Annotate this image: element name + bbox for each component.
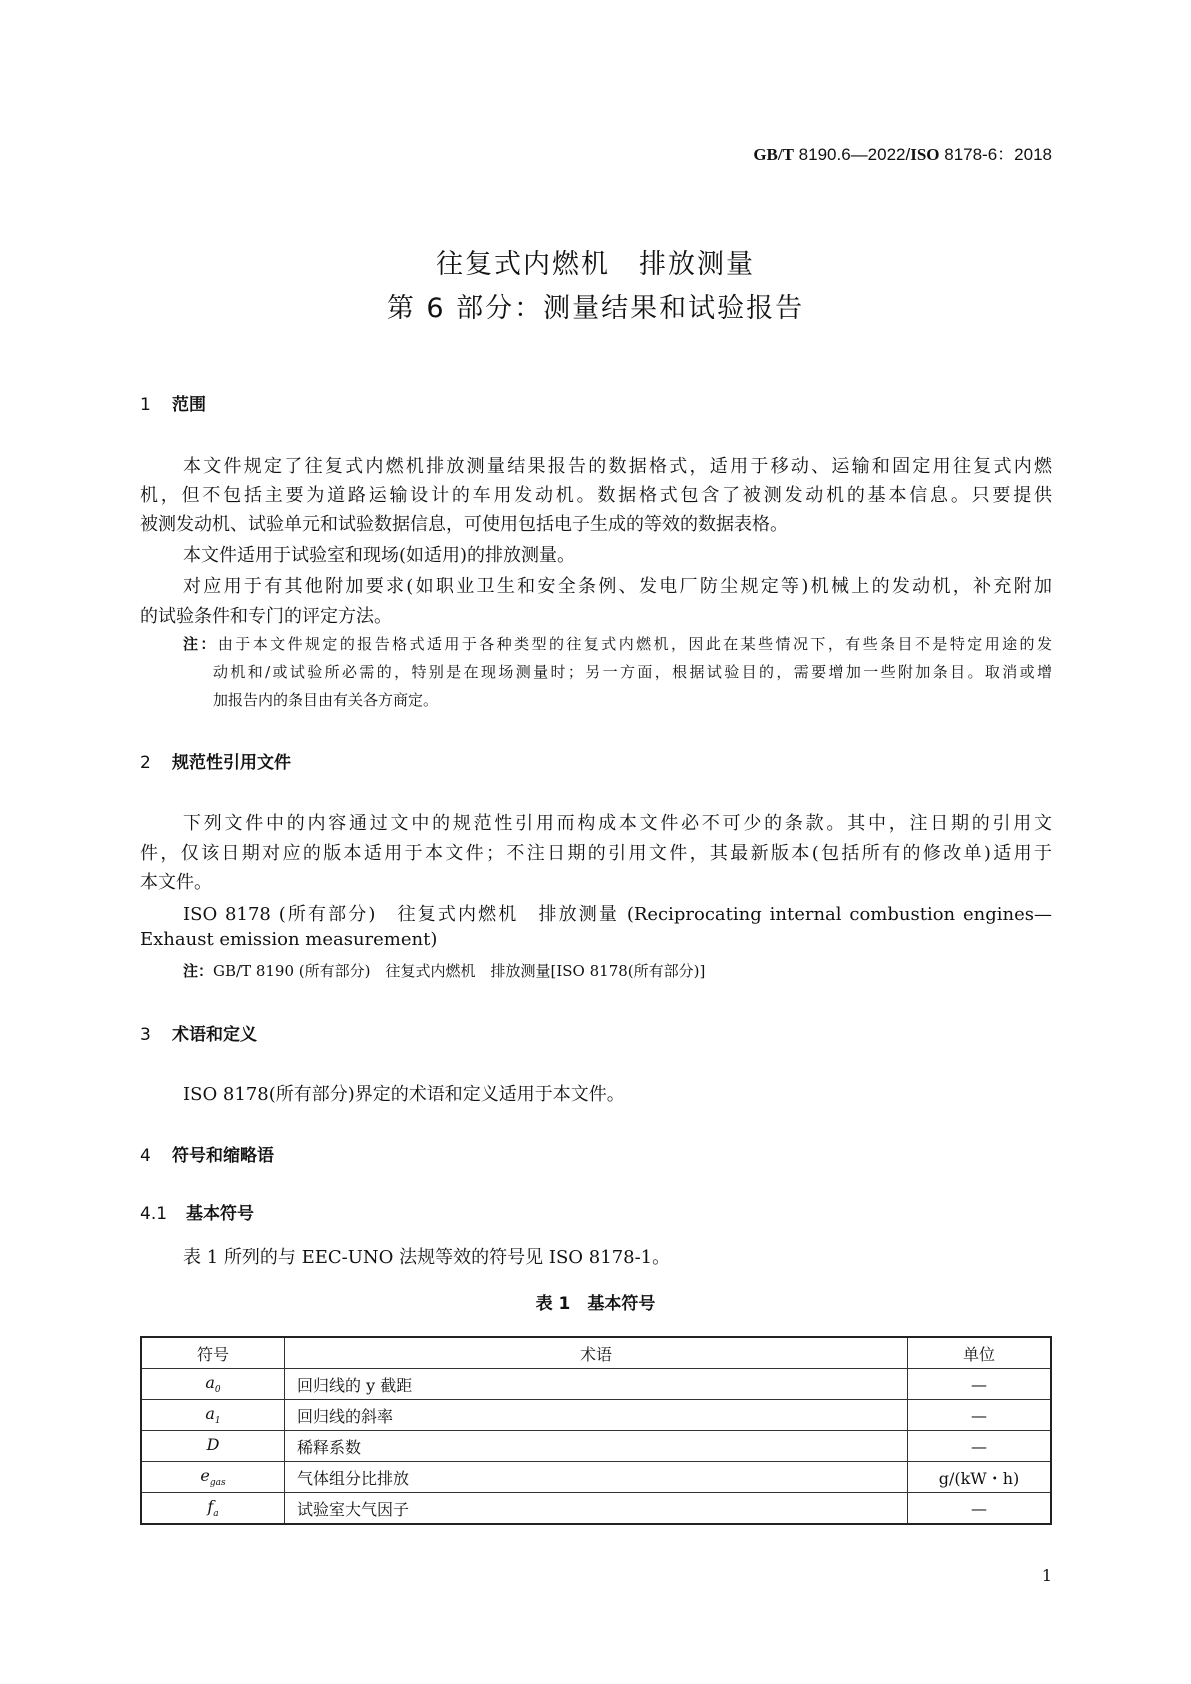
section-4-heading (140, 1141, 274, 1166)
term-cell: 回归线的斜率 (285, 1400, 908, 1431)
symbol-subscript: gas (209, 1478, 226, 1489)
term-cell: 试验室大气因子 (285, 1493, 908, 1525)
paragraph-line: 机，但不包括主要为道路运输设计的车用发动机。数据格式包含了被测发动机的基本信息。只要提供 (140, 485, 1052, 506)
section-title: 术语和定义 (172, 1025, 257, 1045)
paragraph-line: 的试验条件和专门的评定方法。 (140, 606, 392, 627)
page-number: 1 (1041, 1566, 1052, 1585)
symbol-cell (141, 1369, 285, 1400)
section-title: 基本符号 (186, 1204, 254, 1224)
section-title: 规范性引用文件 (172, 753, 291, 773)
section-number: 4 (140, 1146, 151, 1166)
paragraph-line: 表 1 所列的与 EEC-UNO 法规等效的符号见 ISO 8178-1。 (183, 1247, 671, 1268)
paragraph-line: 下列文件中的内容通过文中的规范性引用而构成本文件必不可少的条款。其中，注日期的引用文 (183, 813, 1052, 834)
table-header-row (141, 1337, 1051, 1369)
unit-cell: — (908, 1400, 1052, 1431)
note-label: 注： (183, 962, 214, 980)
paragraph-line: 本文件适用于试验室和现场(如适用)的排放测量。 (183, 545, 576, 566)
symbol: f (207, 1496, 214, 1516)
symbol-subscript: 1 (214, 1416, 221, 1427)
note-text: 由于本文件规定的报告格式适用于各种类型的往复式内燃机，因此在某些情况下，有些条目不是特定用途的发 (217, 635, 1052, 653)
section-number: 4.1 (140, 1204, 168, 1224)
section-4-1-heading (140, 1199, 254, 1224)
symbol: a (205, 1372, 215, 1392)
section-number: 2 (140, 753, 151, 773)
section-3-heading (140, 1020, 257, 1045)
note-label: 注： (183, 635, 218, 653)
standard-header (753, 140, 1052, 165)
doc-title: 往复式内燃机 排放测量 (436, 249, 755, 280)
symbol-cell (141, 1462, 285, 1493)
section-title: 范围 (172, 395, 206, 415)
section-1-heading (140, 390, 206, 415)
paragraph-line: ISO 8178(所有部分)界定的术语和定义适用于本文件。 (183, 1084, 625, 1105)
term-cell: 气体组分比排放 (285, 1462, 908, 1493)
symbol-subscript: 0 (214, 1385, 221, 1396)
symbol-cell (141, 1431, 285, 1462)
header-term: 术语 (285, 1337, 908, 1369)
reference-line: ISO 8178 (所有部分) 往复式内燃机 排放测量 (Reciprocating internal combustion engines— (183, 904, 1052, 925)
doc-subtitle: 第 6 部分：测量结果和试验报告 (386, 293, 805, 324)
section-number: 1 (140, 395, 151, 415)
symbol: e (200, 1465, 210, 1485)
unit-cell: g/(kW・h) (908, 1462, 1052, 1493)
term-cell: 回归线的 y 截距 (285, 1369, 908, 1400)
table-row (141, 1493, 1051, 1525)
paragraph-line: 件，仅该日期对应的版本适用于本文件；不注日期的引用文件，其最新版本(包括所有的修改单)适用于 (140, 843, 1052, 864)
paragraph-line: 被测发动机、试验单元和试验数据信息，可使用包括电子生成的等效的数据表格。 (140, 514, 788, 535)
section-number: 3 (140, 1025, 151, 1045)
note-line: 动机和/或试验所必需的，特别是在现场测量时；另一方面，根据试验目的，需要增加一些附加条目。取消或增 (213, 663, 1052, 681)
table-caption: 表 1 基本符号 (535, 1294, 656, 1314)
section-title: 符号和缩略语 (172, 1146, 274, 1166)
note-line: 加报告内的条目由有关各方商定。 (213, 691, 439, 709)
table-row (141, 1431, 1051, 1462)
header-symbol: 符号 (141, 1337, 285, 1369)
table-row (141, 1462, 1051, 1493)
note-line (183, 960, 1052, 981)
table-row (141, 1400, 1051, 1431)
header-unit: 单位 (908, 1337, 1052, 1369)
std-number: 8190.6—2022/ (793, 145, 911, 164)
note-text: GB/T 8190 (所有部分) 往复式内燃机 排放测量[ISO 8178(所有部分)] (213, 962, 706, 980)
symbol: a (205, 1403, 215, 1423)
symbol-cell (141, 1493, 285, 1525)
symbol-cell (141, 1400, 285, 1431)
symbols-table (140, 1336, 1052, 1525)
term-cell: 稀释系数 (285, 1431, 908, 1462)
std-prefix: GB/T (753, 145, 794, 164)
unit-cell: — (908, 1369, 1052, 1400)
note-line (183, 633, 1052, 654)
symbol: D (206, 1434, 220, 1454)
reference-line: Exhaust emission measurement) (140, 929, 438, 950)
section-2-heading (140, 748, 291, 773)
unit-cell: — (908, 1431, 1052, 1462)
paragraph-line: 本文件。 (140, 872, 212, 893)
unit-cell: — (908, 1493, 1052, 1525)
paragraph-line: 对应用于有其他附加要求(如职业卫生和安全条例、发电厂防尘规定等)机械上的发动机，补充附加 (183, 576, 1052, 597)
iso-prefix: ISO (910, 145, 940, 164)
table-row (141, 1369, 1051, 1400)
iso-number: 8178-6：2018 (939, 145, 1052, 164)
symbol-subscript: a (213, 1509, 219, 1520)
paragraph-line: 本文件规定了往复式内燃机排放测量结果报告的数据格式，适用于移动、运输和固定用往复式内燃 (183, 456, 1052, 477)
